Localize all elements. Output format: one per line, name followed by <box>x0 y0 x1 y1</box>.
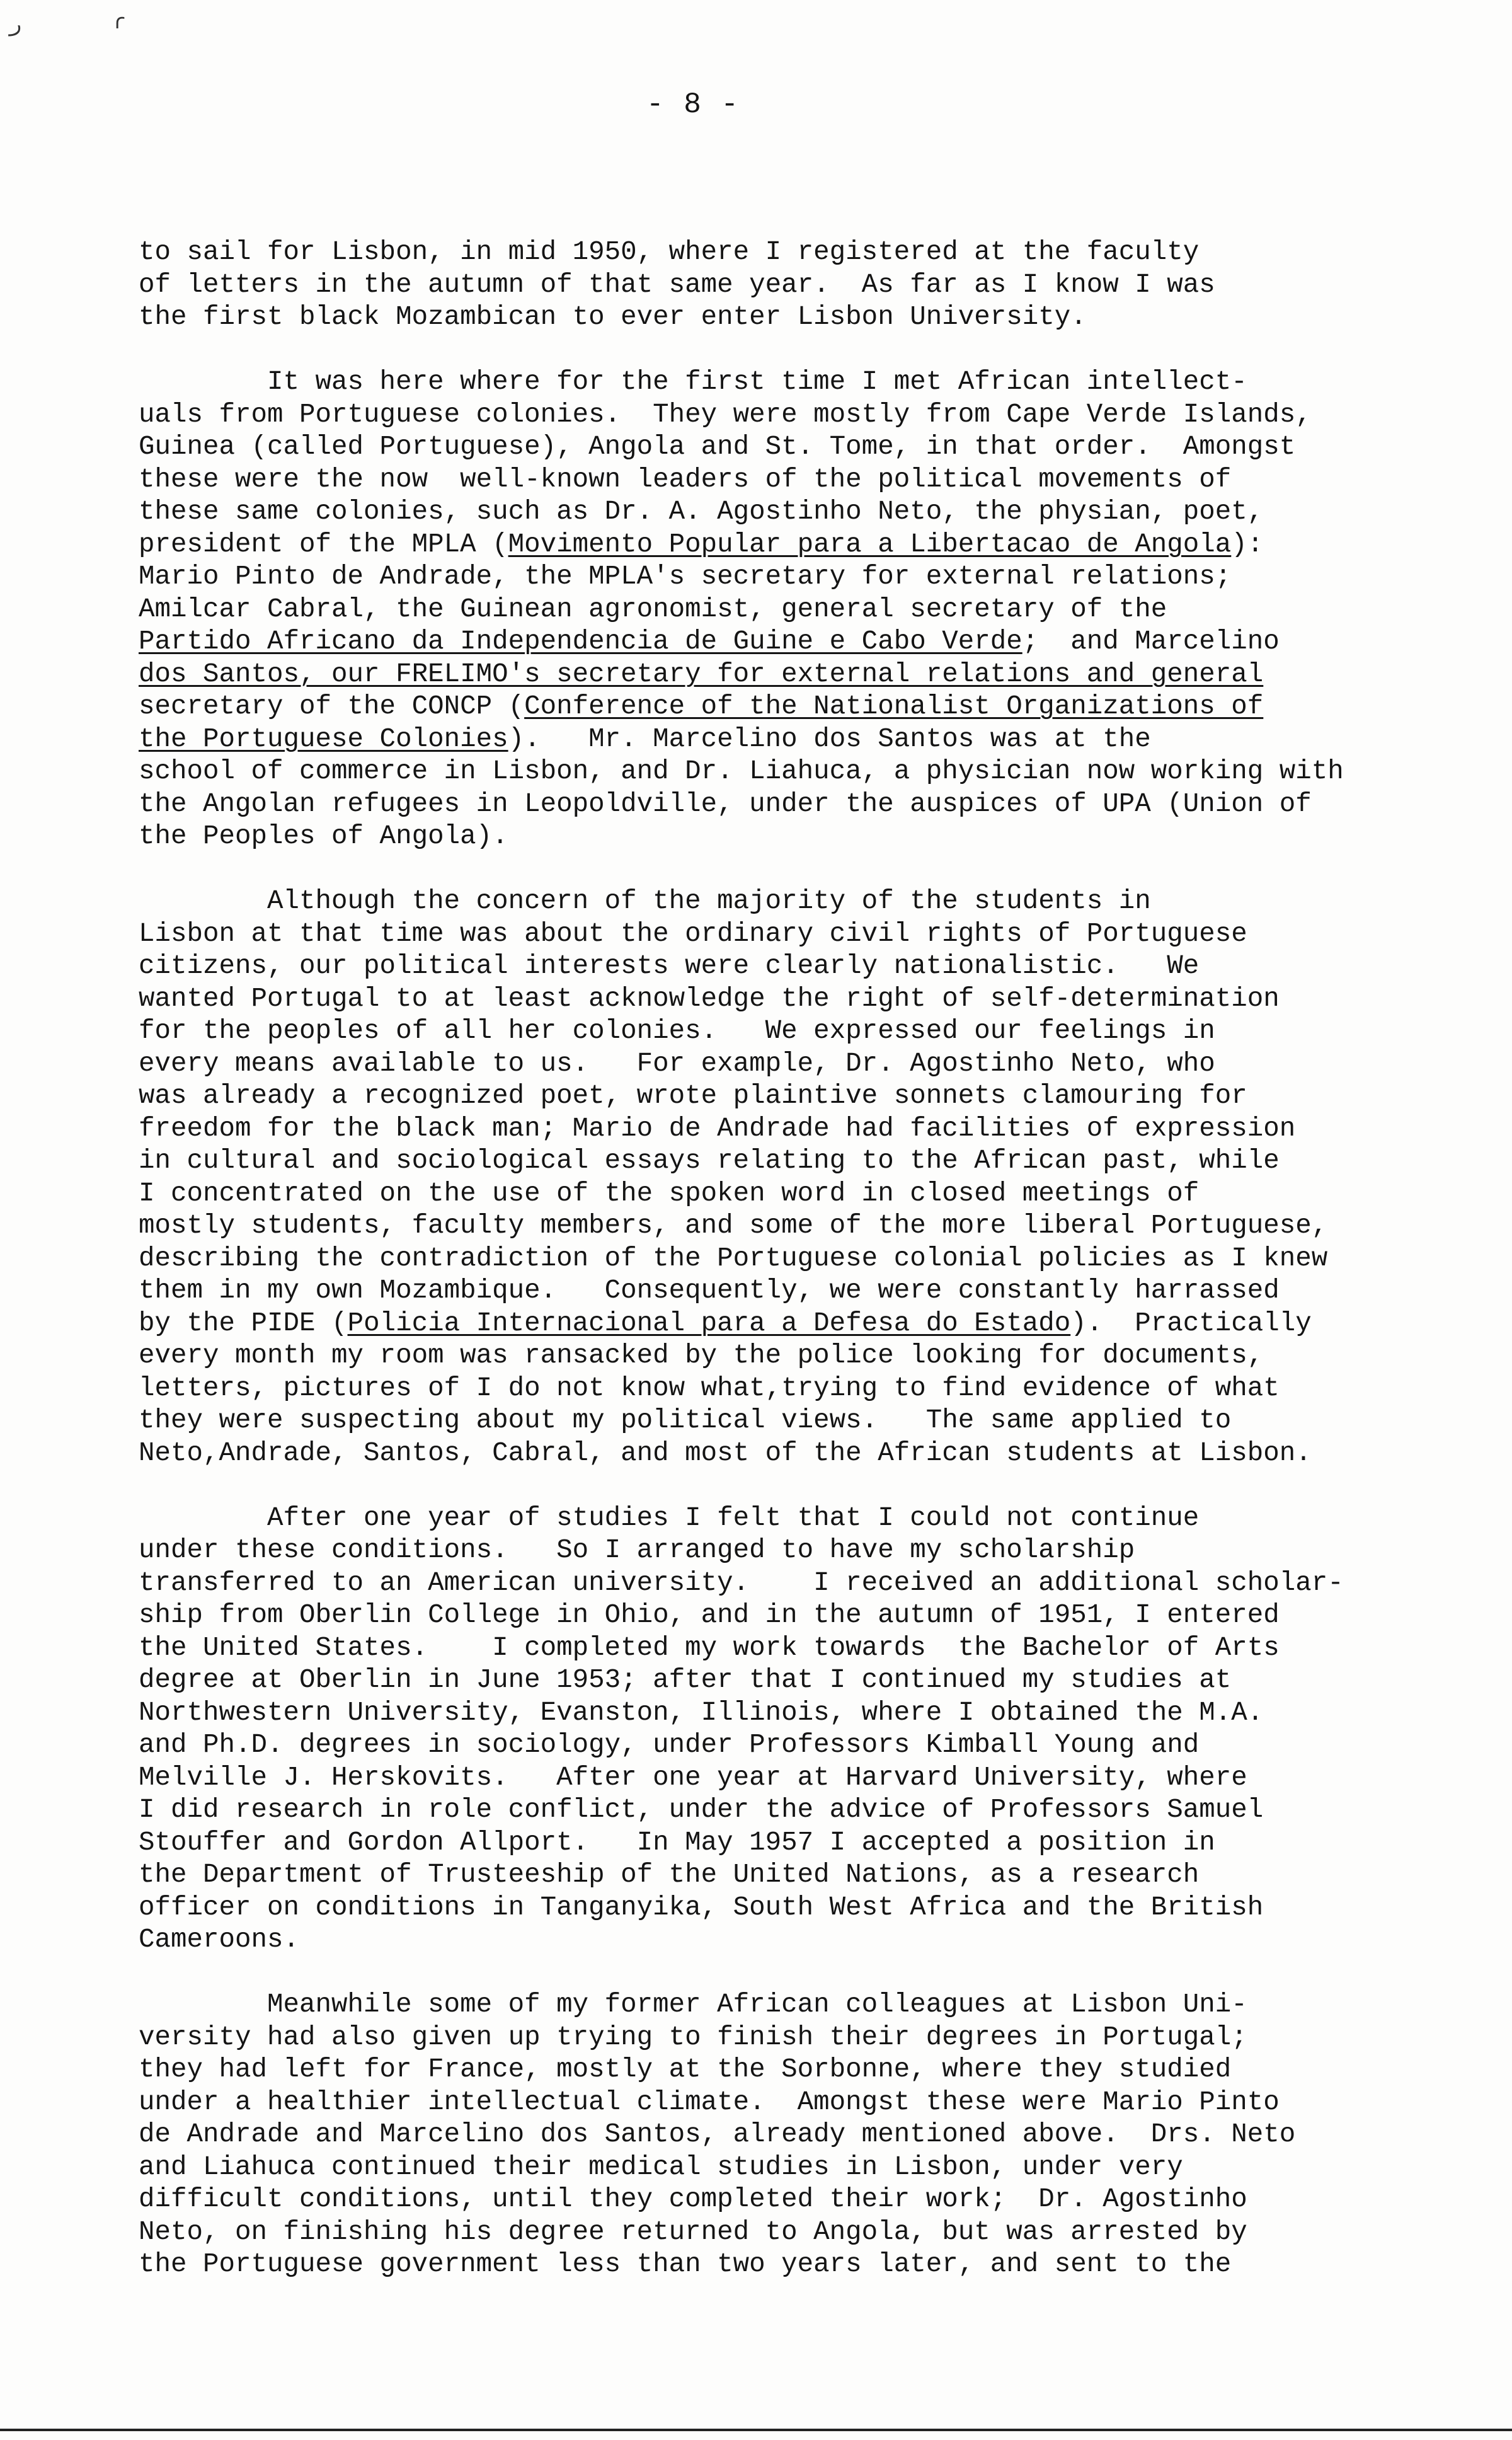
text-line <box>139 2054 1399 2086</box>
text-segment: versity had also given up trying to finish their degrees in Portugal; <box>139 2022 1247 2052</box>
text-segment: ). Practically <box>1070 1308 1312 1338</box>
text-line <box>139 2216 1399 2249</box>
text-segment: president of the MPLA ( <box>139 529 508 560</box>
text-line <box>139 2184 1399 2216</box>
text-line <box>139 1794 1399 1827</box>
text-line <box>139 1729 1399 1762</box>
text-segment: uals from Portuguese colonies. They were mostly from Cape Verde Islands, <box>139 399 1312 430</box>
text-segment: freedom for the black man; Mario de Andrade had facilities of expression <box>139 1113 1296 1144</box>
text-segment: de Andrade and Marcelino dos Santos, already mentioned above. Drs. Neto <box>139 2119 1296 2149</box>
text-segment: and Liahuca continued their medical studies in Lisbon, under very <box>139 2151 1183 2182</box>
text-line <box>139 1599 1399 1632</box>
text-segment: Lisbon at that time was about the ordinary civil rights of Portuguese <box>139 918 1247 949</box>
underlined-text: the Portuguese Colonies <box>139 723 508 754</box>
text-line <box>139 659 1399 691</box>
text-line <box>139 983 1399 1016</box>
text-line <box>139 1405 1399 1437</box>
text-segment: I did research in role conflict, under the advice of Professors Samuel <box>139 1795 1264 1825</box>
text-line <box>139 1989 1399 2022</box>
text-segment: After one year of studies I felt that I could not continue <box>139 1502 1200 1533</box>
text-line <box>139 691 1399 723</box>
text-segment: in cultural and sociological essays relating to the African past, while <box>139 1146 1280 1176</box>
paragraph <box>139 1989 1399 2281</box>
underlined-text: Policia Internacional para a Defesa do Estado <box>347 1308 1071 1338</box>
text-line <box>139 1924 1399 1957</box>
text-segment: under these conditions. So I arranged to have my scholarship <box>139 1535 1135 1565</box>
text-line <box>139 626 1399 659</box>
text-line <box>139 1534 1399 1567</box>
text-line <box>139 1859 1399 1892</box>
text-segment: these were the now well-known leaders of the political movements of <box>139 464 1232 495</box>
text-line <box>139 723 1399 756</box>
text-segment: Neto, on finishing his degree returned to Angola, but was arrested by <box>139 2216 1247 2247</box>
paragraph <box>139 236 1399 334</box>
text-segment: the Peoples of Angola). <box>139 821 508 851</box>
text-line <box>139 1178 1399 1211</box>
text-segment: and Ph.D. degrees in sociology, under Professors Kimball Young and <box>139 1730 1200 1760</box>
text-segment: them in my own Mozambique. Consequently, we were constantly harrassed <box>139 1275 1280 1306</box>
text-line <box>139 950 1399 983</box>
text-segment: every means available to us. For example, Dr. Agostinho Neto, who <box>139 1048 1215 1079</box>
text-line <box>139 1567 1399 1600</box>
text-line <box>139 1340 1399 1372</box>
text-line <box>139 1372 1399 1405</box>
corner-mark-right: ɾ <box>113 11 127 35</box>
text-segment: to sail for Lisbon, in mid 1950, where I registered at the faculty <box>139 237 1200 267</box>
text-line <box>139 594 1399 626</box>
text-segment: It was here where for the first time I met African intellect- <box>139 367 1247 397</box>
text-line <box>139 431 1399 464</box>
text-line <box>139 1892 1399 1925</box>
text-segment: school of commerce in Lisbon, and Dr. Liahuca, a physician now working with <box>139 756 1344 786</box>
text-line <box>139 918 1399 951</box>
text-line <box>139 1762 1399 1795</box>
text-segment: Mario Pinto de Andrade, the MPLA's secretary for external relations; <box>139 561 1232 592</box>
text-line <box>139 1015 1399 1048</box>
paragraph <box>139 366 1399 853</box>
text-line <box>139 885 1399 918</box>
text-segment: Neto,Andrade, Santos, Cabral, and most of the African students at Lisbon. <box>139 1437 1312 1468</box>
document-body <box>139 236 1399 2313</box>
text-line <box>139 1827 1399 1860</box>
text-line <box>139 2022 1399 2054</box>
text-segment: letters, pictures of I do not know what,trying to find evidence of what <box>139 1372 1280 1403</box>
text-segment: the Portuguese government less than two years later, and sent to the <box>139 2249 1232 2279</box>
text-line <box>139 464 1399 497</box>
text-line <box>139 1113 1399 1146</box>
text-line <box>139 756 1399 788</box>
text-line <box>139 236 1399 269</box>
text-segment: mostly students, faculty members, and some of the more liberal Portuguese, <box>139 1211 1328 1241</box>
text-segment: Amilcar Cabral, the Guinean agronomist, general secretary of the <box>139 594 1167 624</box>
text-segment: for the peoples of all her colonies. We expressed our feelings in <box>139 1016 1215 1046</box>
text-segment: under a healthier intellectual climate. Amongst these were Mario Pinto <box>139 2086 1280 2117</box>
text-line <box>139 1697 1399 1730</box>
underlined-text: Movimento Popular para a Libertacao de Angola <box>508 529 1232 560</box>
text-line <box>139 1048 1399 1081</box>
text-segment: Meanwhile some of my former African colleagues at Lisbon Uni- <box>139 1989 1247 2020</box>
text-line <box>139 1210 1399 1243</box>
text-segment: describing the contradiction of the Portuguese colonial policies as I knew <box>139 1243 1328 1274</box>
text-segment: the Angolan refugees in Leopoldville, under the auspices of UPA (Union of <box>139 788 1312 819</box>
text-segment: of letters in the autumn of that same year. As far as I know I was <box>139 269 1215 300</box>
text-line <box>139 2086 1399 2119</box>
text-line <box>139 366 1399 399</box>
text-segment: the first black Mozambican to ever enter Lisbon University. <box>139 302 1087 332</box>
text-segment: ; and Marcelino <box>1022 626 1280 657</box>
text-segment: Although the concern of the majority of the students in <box>139 886 1151 916</box>
text-segment: officer on conditions in Tanganyika, South West Africa and the British <box>139 1892 1264 1923</box>
text-segment: Stouffer and Gordon Allport. In May 1957 I accepted a position in <box>139 1827 1215 1858</box>
text-segment: the United States. I completed my work towards the Bachelor of Arts <box>139 1632 1280 1663</box>
bottom-rule <box>0 2429 1512 2431</box>
text-segment: I concentrated on the use of the spoken word in closed meetings of <box>139 1178 1200 1209</box>
text-line <box>139 1308 1399 1340</box>
text-line <box>139 1502 1399 1535</box>
text-line <box>139 529 1399 561</box>
text-segment: Melville J. Herskovits. After one year at Harvard University, where <box>139 1762 1247 1793</box>
corner-mark-left: ر <box>9 14 22 38</box>
text-line <box>139 1080 1399 1113</box>
text-line <box>139 2248 1399 2281</box>
text-line <box>139 1243 1399 1275</box>
text-segment: by the PIDE ( <box>139 1308 348 1338</box>
text-segment: citizens, our political interests were clearly nationalistic. We <box>139 951 1200 981</box>
text-segment: Guinea (called Portuguese), Angola and St. Tome, in that order. Amongst <box>139 432 1296 462</box>
underlined-text: Conference of the Nationalist Organizations of <box>524 691 1264 722</box>
text-line <box>139 269 1399 302</box>
underlined-text: dos Santos, our FRELIMO's secretary for external relations and general <box>139 659 1264 689</box>
text-segment: secretary of the CONCP ( <box>139 691 525 722</box>
text-segment: wanted Portugal to at least acknowledge the right of self-determination <box>139 983 1280 1014</box>
text-segment: difficult conditions, until they completed their work; Dr. Agostinho <box>139 2184 1247 2214</box>
text-segment: these same colonies, such as Dr. A. Agostinho Neto, the physian, poet, <box>139 497 1264 527</box>
paragraph <box>139 885 1399 1470</box>
text-line <box>139 301 1399 334</box>
text-segment: Cameroons. <box>139 1925 300 1955</box>
page-number: - 8 - <box>646 88 740 121</box>
text-line <box>139 399 1399 432</box>
text-line <box>139 788 1399 821</box>
text-line <box>139 820 1399 853</box>
text-segment: ): <box>1231 529 1264 560</box>
paragraph <box>139 1502 1399 1957</box>
text-line <box>139 1632 1399 1665</box>
text-line <box>139 1664 1399 1697</box>
text-segment: every month my room was ransacked by the police looking for documents, <box>139 1340 1264 1371</box>
text-segment: they were suspecting about my political views. The same applied to <box>139 1405 1232 1436</box>
text-segment: the Department of Trusteeship of the United Nations, as a research <box>139 1860 1200 1890</box>
text-segment: Northwestern University, Evanston, Illinois, where I obtained the M.A. <box>139 1697 1264 1728</box>
text-line <box>139 1437 1399 1470</box>
text-line <box>139 2151 1399 2184</box>
text-line <box>139 2119 1399 2151</box>
underlined-text: Partido Africano da Independencia de Guine e Cabo Verde <box>139 626 1022 657</box>
text-line <box>139 561 1399 594</box>
text-segment: transferred to an American university. I received an additional scholar- <box>139 1567 1344 1598</box>
text-line <box>139 496 1399 529</box>
text-line <box>139 1145 1399 1178</box>
text-segment: ). Mr. Marcelino dos Santos was at the <box>508 723 1151 754</box>
text-segment: they had left for France, mostly at the Sorbonne, where they studied <box>139 2054 1232 2085</box>
text-segment: was already a recognized poet, wrote plaintive sonnets clamouring for <box>139 1081 1247 1111</box>
text-line <box>139 1275 1399 1308</box>
text-segment: degree at Oberlin in June 1953; after that I continued my studies at <box>139 1665 1232 1695</box>
text-segment: ship from Oberlin College in Ohio, and in the autumn of 1951, I entered <box>139 1600 1280 1630</box>
